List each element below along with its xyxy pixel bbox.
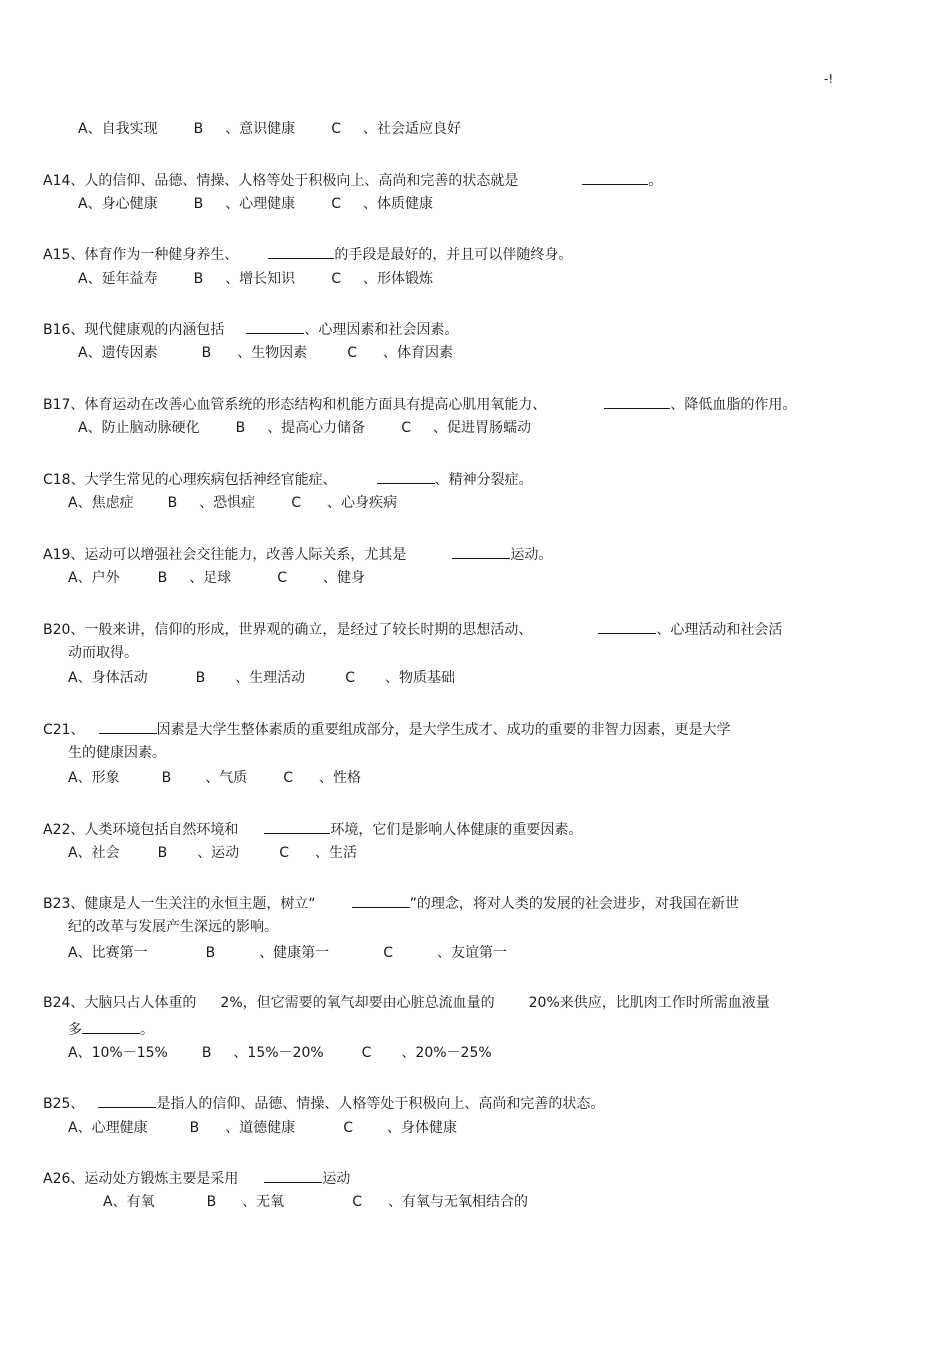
q13-option-a: A、自我实现 [78,121,158,137]
q17-stem [43,394,796,414]
q24-text-cont: 多 [68,1022,82,1038]
q26-option-b-letter: B [206,1194,217,1210]
q18-blank [377,469,435,484]
q18-option-b: 、恐惧症 [199,495,256,511]
q25-text: B25、 [43,1096,85,1112]
q17-option-b: 、提高心力储备 [267,420,366,436]
q16-text-end: 、心理因素和社会因素。 [304,322,459,338]
q18-stem [43,469,533,489]
q22-text: A22、人类环境包括自然环境和 [43,822,239,838]
q14-text: A14、人的信仰、品德、情操、人格等处于积极向上、高尚和完善的状态就是 [43,173,519,189]
q17-option-b-letter: B [235,420,246,436]
q25-option-b-letter: B [189,1120,200,1136]
q23-option-c-letter: C [383,945,393,961]
q20-option-c-letter: C [345,670,355,686]
q18-text-end: 、精神分裂症。 [434,472,533,488]
q19-option-b-letter: B [157,570,168,586]
q17-option-c: 、促进胃肠蠕动 [432,420,531,436]
q24-text-cont-end: 。 [140,1022,154,1038]
q15-option-b-letter: B [193,271,204,287]
q26-text-end: 运动 [322,1171,351,1187]
q18-option-c-letter: C [291,495,301,511]
q20-option-a: A、身体活动 [68,670,148,686]
q21-option-a: A、形象 [68,770,120,786]
page-mark: -! [824,72,834,86]
q21-option-b: 、气质 [205,770,248,786]
q20-text-end: 、心理活动和社会活 [656,622,783,638]
q24-options [68,1044,492,1062]
q20-blank [598,619,656,634]
q14-option-c: 、体质健康 [362,196,433,212]
q14-option-b-letter: B [193,196,204,212]
q24-option-c: 、20%－25% [401,1045,492,1061]
q19-blank [452,544,510,559]
q16-stem [43,319,458,339]
q14-option-c-letter: C [331,196,341,212]
q24-option-b-letter: B [201,1045,212,1061]
q26-option-c: 、有氧与无氧相结合的 [387,1194,528,1210]
q19-options [68,569,365,587]
q21-stem-cont: 生的健康因素。 [68,745,166,761]
q24-text-mid: 2%，但它需要的氧气却要由心脏总流血量的 [220,995,495,1011]
q24-text-end: 20%来供应，比肌肉工作时所需血液量 [528,995,770,1011]
q16-option-c: 、体育因素 [382,345,453,361]
q24-blank [82,1019,140,1034]
q17-blank [604,394,670,409]
q13-option-c: 、社会适应良好 [362,121,461,137]
q15-stem [43,244,572,264]
q17-text-end: 、降低血脂的作用。 [670,397,797,413]
q18-option-c: 、心身疾病 [326,495,397,511]
q17-option-c-letter: C [401,420,411,436]
q17-options [78,419,531,437]
q15-blank [268,244,334,259]
q21-option-b-letter: B [161,770,172,786]
q18-option-a: A、焦虑症 [68,495,134,511]
q22-option-b: 、运动 [197,845,240,861]
q24-option-c-letter: C [361,1045,372,1061]
q20-stem [43,619,782,639]
q23-option-b: 、健康第一 [259,945,330,961]
q15-options [78,270,433,288]
q24-option-b: 、15%－20% [233,1045,324,1061]
q16-option-b-letter: B [201,345,212,361]
q14-option-a: A、身心健康 [78,196,158,212]
q26-stem [43,1168,350,1188]
q23-option-b-letter: B [205,945,216,961]
q13-option-b: 、意识健康 [225,121,296,137]
q23-stem-cont: 纪的改革与发展产生深远的影响。 [68,919,278,935]
q16-text: B16、现代健康观的内涵包括 [43,322,225,338]
q20-text: B20、一般来讲，信仰的形成，世界观的确立，是经过了较长时期的思想活动、 [43,622,533,638]
q25-options [68,1119,457,1137]
q21-options [68,769,361,787]
q20-stem-cont: 动而取得。 [68,645,138,661]
q19-option-c: 、健身 [322,570,365,586]
q18-options [68,494,397,512]
q26-text: A26、运动处方锻炼主要是采用 [43,1171,239,1187]
q15-option-b: 、增长知识 [225,271,296,287]
q14-blank [582,170,648,185]
q21-text-end: 因素是大学生整体素质的重要组成部分，是大学生成才、成功的重要的非智力因素，更是大学 [156,722,731,738]
q26-option-a: A、有氧 [103,1194,155,1210]
q18-option-b-letter: B [167,495,178,511]
q22-option-c-letter: C [279,845,289,861]
q20-option-b: 、生理活动 [235,670,306,686]
q15-text-end: 的手段是最好的，并且可以伴随终身。 [334,247,573,263]
q24-stem-cont [68,1019,154,1039]
q26-options [103,1193,528,1211]
q21-text: C21、 [43,722,85,738]
q15-option-c: 、形体锻炼 [362,271,433,287]
q19-stem [43,544,552,564]
q19-text-end: 运动。 [510,547,553,563]
q13-option-b-letter: B [193,121,204,137]
q25-stem [43,1093,604,1113]
q23-options [68,944,507,962]
q16-blank [246,319,304,334]
q17-option-a: A、防止脑动脉硬化 [78,420,200,436]
q24-stem [43,994,770,1012]
q18-text: C18、大学生常见的心理疾病包括神经官能症、 [43,472,337,488]
q24-option-a: A、10%－15% [68,1045,168,1061]
q25-option-a: A、心理健康 [68,1120,148,1136]
q15-option-c-letter: C [331,271,341,287]
q16-option-b: 、生物因素 [237,345,308,361]
q26-blank [264,1168,322,1183]
q13-options [78,120,461,138]
q16-options [78,344,453,362]
q22-options [68,844,357,862]
q14-stem [43,170,662,190]
q23-stem [43,893,739,913]
q20-options [68,669,455,687]
q15-option-a: A、延年益寿 [78,271,158,287]
q14-text-end: 。 [648,173,663,189]
q21-option-c: 、性格 [318,770,361,786]
q24-text: B24、大脑只占人体重的 [43,995,197,1011]
q19-option-a: A、户外 [68,570,120,586]
q19-text: A19、运动可以增强社会交往能力，改善人际关系，尤其是 [43,547,407,563]
q25-blank [98,1093,156,1108]
q21-stem [43,719,731,739]
q25-text-end: 是指人的信仰、品德、情操、人格等处于积极向上、高尚和完善的状态。 [156,1096,605,1112]
q21-blank [99,719,157,734]
q19-option-b: 、足球 [189,570,232,586]
q20-option-c: 、物质基础 [384,670,455,686]
q22-option-c: 、生活 [314,845,357,861]
q23-blank [352,893,410,908]
q25-option-c-letter: C [343,1120,353,1136]
q16-option-a: A、遗传因素 [78,345,158,361]
q23-text: B23、健康是人一生关注的永恒主题，树立“ [43,896,316,912]
q26-option-b: 、无氧 [242,1194,285,1210]
q25-option-c: 、身体健康 [386,1120,457,1136]
q21-option-c-letter: C [283,770,293,786]
q26-option-c-letter: C [352,1194,362,1210]
q23-text-end: ”的理念，将对人类的发展的社会进步，对我国在新世 [409,896,739,912]
q22-stem [43,819,582,839]
q22-option-a: A、社会 [68,845,120,861]
q23-option-a: A、比赛第一 [68,945,148,961]
q17-text: B17、体育运动在改善心血管系统的形态结构和机能方面具有提高心肌用氧能力、 [43,397,547,413]
q23-option-c: 、友谊第一 [436,945,507,961]
q22-option-b-letter: B [157,845,168,861]
q20-option-b-letter: B [195,670,206,686]
q15-text: A15、体育作为一种健身养生、 [43,247,239,263]
q25-option-b: 、道德健康 [225,1120,296,1136]
q14-option-b: 、心理健康 [225,196,296,212]
q22-blank [264,819,330,834]
q14-options [78,195,433,213]
q22-text-end: 环境，它们是影响人体健康的重要因素。 [330,822,583,838]
q16-option-c-letter: C [347,345,357,361]
q19-option-c-letter: C [277,570,287,586]
q13-option-c-letter: C [331,121,341,137]
